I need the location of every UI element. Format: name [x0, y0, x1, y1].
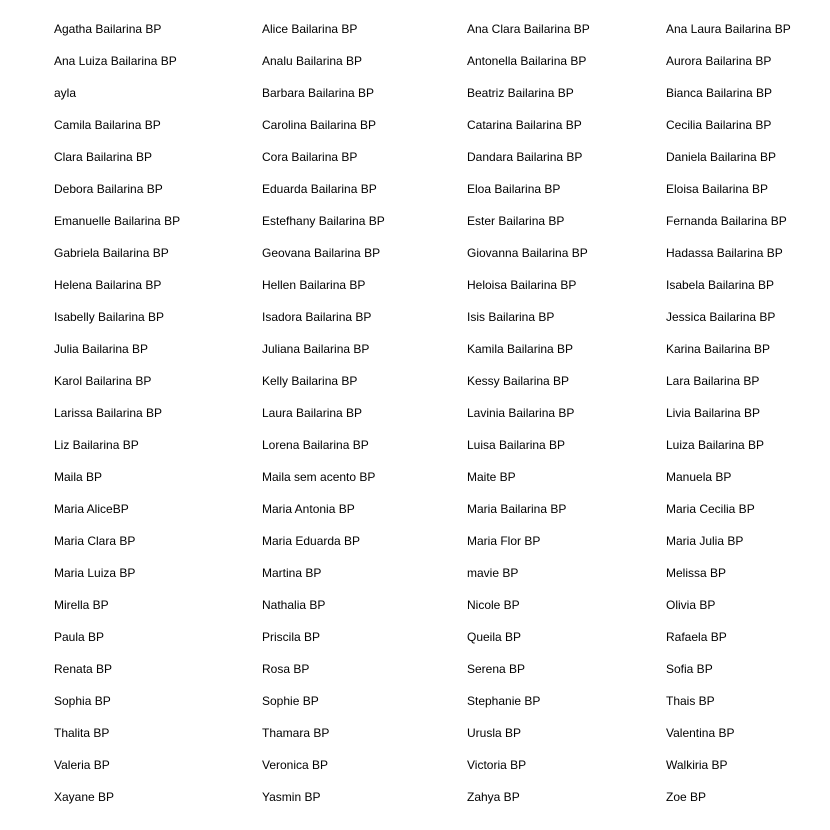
file-item[interactable]: Fernanda Bailarina BP — [666, 214, 787, 228]
file-item[interactable]: Analu Bailarina BP — [262, 54, 363, 68]
file-item[interactable]: Catarina Bailarina BP — [467, 118, 582, 132]
file-item[interactable]: Maria Eduarda BP — [262, 534, 361, 548]
file-item[interactable]: Emanuelle Bailarina BP — [54, 214, 181, 228]
file-item[interactable]: Maria Clara BP — [54, 534, 136, 548]
file-item[interactable]: Urusla BP — [467, 726, 522, 740]
file-item[interactable]: Cecilia Bailarina BP — [666, 118, 772, 132]
file-item[interactable]: Nathalia BP — [262, 598, 326, 612]
file-item[interactable]: Sophie BP — [262, 694, 319, 708]
file-item[interactable]: Olivia BP — [666, 598, 716, 612]
file-item[interactable]: Camila Bailarina BP — [54, 118, 161, 132]
file-item[interactable]: Lavinia Bailarina BP — [467, 406, 575, 420]
file-item[interactable]: Eduarda Bailarina BP — [262, 182, 377, 196]
file-item[interactable]: Martina BP — [262, 566, 322, 580]
file-item[interactable]: Beatriz Bailarina BP — [467, 86, 574, 100]
file-item[interactable]: Heloisa Bailarina BP — [467, 278, 577, 292]
file-item[interactable]: Queila BP — [467, 630, 522, 644]
file-item[interactable]: Debora Bailarina BP — [54, 182, 163, 196]
file-item[interactable]: Maria Luiza BP — [54, 566, 136, 580]
file-item[interactable]: Lorena Bailarina BP — [262, 438, 369, 452]
file-item[interactable]: Thamara BP — [262, 726, 330, 740]
file-item[interactable]: Maite BP — [467, 470, 516, 484]
file-item[interactable]: Liz Bailarina BP — [54, 438, 139, 452]
file-item[interactable]: Ana Clara Bailarina BP — [467, 22, 590, 36]
file-item[interactable]: Carolina Bailarina BP — [262, 118, 377, 132]
file-item[interactable]: Maria Bailarina BP — [467, 502, 567, 516]
file-item[interactable]: Estefhany Bailarina BP — [262, 214, 385, 228]
file-item[interactable]: Serena BP — [467, 662, 526, 676]
file-item[interactable]: Eloisa Bailarina BP — [666, 182, 769, 196]
file-item[interactable]: Daniela Bailarina BP — [666, 150, 777, 164]
file-item[interactable]: Alice Bailarina BP — [262, 22, 358, 36]
file-item[interactable]: Karina Bailarina BP — [666, 342, 771, 356]
file-item[interactable]: mavie BP — [467, 566, 519, 580]
file-item[interactable]: Bianca Bailarina BP — [666, 86, 773, 100]
file-item[interactable]: Kelly Bailarina BP — [262, 374, 358, 388]
file-item[interactable]: Agatha Bailarina BP — [54, 22, 162, 36]
file-item[interactable]: Xayane BP — [54, 790, 115, 804]
file-item[interactable]: Karol Bailarina BP — [54, 374, 152, 388]
file-item[interactable]: Jessica Bailarina BP — [666, 310, 776, 324]
file-item[interactable]: Priscila BP — [262, 630, 321, 644]
file-item[interactable]: Lara Bailarina BP — [666, 374, 760, 388]
file-item[interactable]: Manuela BP — [666, 470, 732, 484]
file-item[interactable]: Melissa BP — [666, 566, 727, 580]
file-item[interactable]: Maria AliceBP — [54, 502, 129, 516]
file-item[interactable]: Renata BP — [54, 662, 113, 676]
file-item[interactable]: Maila BP — [54, 470, 103, 484]
file-item[interactable]: Kessy Bailarina BP — [467, 374, 570, 388]
file-item[interactable]: Eloa Bailarina BP — [467, 182, 561, 196]
file-item[interactable]: Walkiria BP — [666, 758, 728, 772]
file-item[interactable]: Isabelly Bailarina BP — [54, 310, 165, 324]
file-item[interactable]: Zahya BP — [467, 790, 520, 804]
file-item[interactable]: Helena Bailarina BP — [54, 278, 162, 292]
file-item[interactable]: Isabela Bailarina BP — [666, 278, 775, 292]
file-item[interactable]: Isis Bailarina BP — [467, 310, 555, 324]
file-item[interactable]: Rafaela BP — [666, 630, 727, 644]
file-item[interactable]: Geovana Bailarina BP — [262, 246, 381, 260]
file-item[interactable]: Thais BP — [666, 694, 715, 708]
file-item[interactable]: Maria Julia BP — [666, 534, 744, 548]
file-item[interactable]: Hadassa Bailarina BP — [666, 246, 783, 260]
file-item[interactable]: Ana Luiza Bailarina BP — [54, 54, 177, 68]
file-item[interactable]: ayla — [54, 86, 77, 100]
file-item[interactable]: Victoria BP — [467, 758, 527, 772]
file-item[interactable]: Laura Bailarina BP — [262, 406, 363, 420]
file-item[interactable]: Zoe BP — [666, 790, 707, 804]
file-item[interactable]: Livia Bailarina BP — [666, 406, 761, 420]
file-item[interactable]: Cora Bailarina BP — [262, 150, 358, 164]
file-item[interactable]: Isadora Bailarina BP — [262, 310, 372, 324]
file-item[interactable]: Maria Antonia BP — [262, 502, 355, 516]
file-item[interactable]: Maria Flor BP — [467, 534, 541, 548]
file-item[interactable]: Barbara Bailarina BP — [262, 86, 375, 100]
file-item[interactable]: Maria Cecilia BP — [666, 502, 755, 516]
file-item[interactable]: Antonella Bailarina BP — [467, 54, 587, 68]
file-item[interactable]: Mirella BP — [54, 598, 109, 612]
file-item[interactable]: Paula BP — [54, 630, 105, 644]
file-item[interactable]: Nicole BP — [467, 598, 520, 612]
file-item[interactable]: Rosa BP — [262, 662, 310, 676]
file-item[interactable]: Sofia BP — [666, 662, 713, 676]
file-item[interactable]: Thalita BP — [54, 726, 110, 740]
file-item[interactable]: Hellen Bailarina BP — [262, 278, 366, 292]
file-item[interactable]: Juliana Bailarina BP — [262, 342, 370, 356]
file-item[interactable]: Yasmin BP — [262, 790, 321, 804]
file-item[interactable]: Julia Bailarina BP — [54, 342, 149, 356]
file-item[interactable]: Kamila Bailarina BP — [467, 342, 574, 356]
file-item[interactable]: Giovanna Bailarina BP — [467, 246, 588, 260]
file-item[interactable]: Luisa Bailarina BP — [467, 438, 566, 452]
file-item[interactable]: Clara Bailarina BP — [54, 150, 153, 164]
file-item[interactable]: Gabriela Bailarina BP — [54, 246, 169, 260]
file-item[interactable]: Larissa Bailarina BP — [54, 406, 163, 420]
file-item[interactable]: Aurora Bailarina BP — [666, 54, 772, 68]
file-item[interactable]: Maila sem acento BP — [262, 470, 376, 484]
file-item[interactable]: Veronica BP — [262, 758, 329, 772]
file-item[interactable]: Sophia BP — [54, 694, 111, 708]
file-item[interactable]: Luiza Bailarina BP — [666, 438, 765, 452]
file-item[interactable]: Valeria BP — [54, 758, 110, 772]
file-item[interactable]: Dandara Bailarina BP — [467, 150, 583, 164]
file-item[interactable]: Ana Laura Bailarina BP — [666, 22, 791, 36]
file-item[interactable]: Valentina BP — [666, 726, 735, 740]
file-item[interactable]: Ester Bailarina BP — [467, 214, 565, 228]
file-item[interactable]: Stephanie BP — [467, 694, 541, 708]
